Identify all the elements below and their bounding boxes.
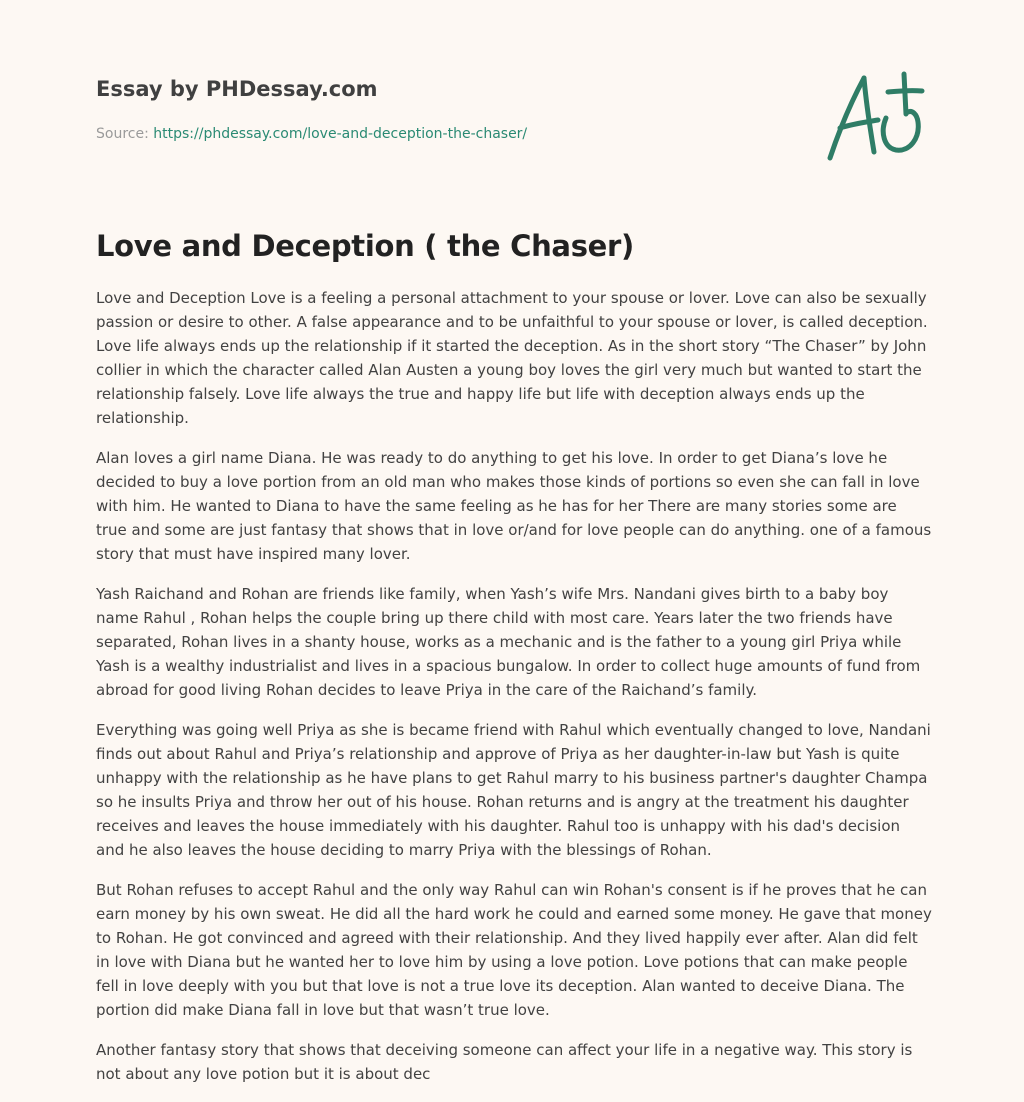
- essay-title: Love and Deception ( the Chaser): [96, 229, 634, 263]
- essay-body: [96, 286, 932, 1102]
- source-link[interactable]: https://phdessay.com/love-and-deception-the-chaser/: [153, 126, 528, 142]
- essay-header: [96, 74, 928, 142]
- essay-paragraph: Yash Raichand and Rohan are friends like family, when Yash’s wife Mrs. Nandani gives birth to a baby boy name Rahul , Rohan helps the couple bring up there child with most care. Years later the two friends have separated, Rohan lives in a shanty house, works as a mechanic and is the father to a young girl Priya while Yash is a wealthy industrialist and lives in a spacious bungalow. In order to collect huge amounts of fund from abroad for good living Rohan decides to leave Priya in the care of the Raichand’s family.: [96, 585, 921, 699]
- essay-paragraph: Everything was going well Priya as she is became friend with Rahul which eventually changed to love, Nandani finds out about Rahul and Priya’s relationship and approve of Priya as her daughter-in-law but Yash is quite unhappy with the relationship as he have plans to get Rahul marry to his business partner's daughter Champa so he insults Priya and throw her out of his house. Rohan returns and is angry at the treatment his daughter receives and leaves the house immediately with his daughter. Rahul too is unhappy with his dad's decision and he also leaves the house deciding to marry Priya with the blessings of Rohan.: [96, 721, 931, 859]
- a-plus-grade-icon: [822, 66, 930, 166]
- essay-paragraph: Alan loves a girl name Diana. He was ready to do anything to get his love. In order to get Diana’s love he decided to buy a love portion from an old man who makes those kinds of portions so even she can fall in love with him. He wanted to Diana to have the same feeling as he has for her There are many stories some are true and some are just fantasy that shows that in love or/and for love people can do anything. one of a famous story that must have inspired many lover.: [96, 449, 932, 563]
- source-line: [96, 124, 527, 144]
- essay-paragraph: But Rohan refuses to accept Rahul and the only way Rahul can win Rohan's consent is if he proves that he can earn money by his own sweat. He did all the hard work he could and earned some money. He gave that money to Rohan. He got convinced and agreed with their relationship. And they lived happily ever after. Alan did felt in love with Diana but he wanted her to love him by using a love potion. Love potions that can make people fell in love deeply with you but that love is not a true love its deception. Alan wanted to deceive Diana. The portion did make Diana fall in love but that wasn’t true love.: [96, 881, 932, 1019]
- site-brand: Essay by PHDessay.com: [96, 77, 378, 101]
- essay-paragraph: Love and Deception Love is a feeling a personal attachment to your spouse or lover. Love can also be sexually passion or desire to other. A false appearance and to be unfaithful to your spouse or lover, is called deception. Love life always ends up the relationship if it started the deception. As in the short story “The Chaser” by John collier in which the character called Alan Austen a young boy loves the girl very much but wanted to start the relationship falsely. Love life always the true and happy life but life with deception always ends up the relationship.: [96, 289, 928, 427]
- source-label: Source:: [96, 126, 154, 142]
- essay-paragraph: Another fantasy story that shows that deceiving someone can affect your life in a negative way. This story is not about any love potion but it is about dec: [96, 1041, 913, 1083]
